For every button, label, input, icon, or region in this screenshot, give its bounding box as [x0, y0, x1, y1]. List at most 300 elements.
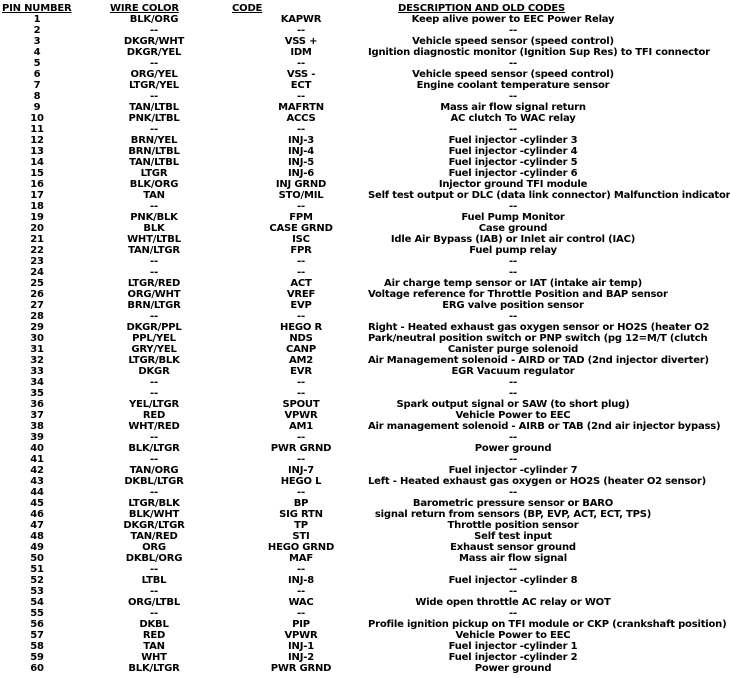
table-row	[0, 124, 658, 135]
wire-color-cell: --	[150, 432, 158, 443]
code-cell: PWR GRND	[270, 663, 332, 674]
description-cell: Fuel injector -cylinder 1	[448, 641, 578, 652]
code-cell: INJ-1	[288, 641, 314, 652]
description-cell: Vehicle speed sensor (speed control)	[412, 36, 614, 47]
description-cell: Exhaust sensor ground	[450, 542, 576, 553]
description-cell: Injector ground TFI module	[438, 179, 588, 190]
description-cell: Mass air flow signal	[459, 553, 567, 564]
wire-color-cell: LTGR	[140, 168, 168, 179]
description-cell: --	[509, 201, 517, 212]
wire-color-cell: LTGR/YEL	[129, 80, 179, 91]
table-row	[0, 454, 658, 465]
table-row	[0, 157, 658, 168]
code-cell: --	[297, 91, 305, 102]
pin-number-cell: 21	[30, 234, 44, 245]
pin-number-cell: 2	[33, 25, 41, 36]
wire-color-cell: TAN/LTBL	[129, 157, 179, 168]
wire-color-cell: TAN	[143, 641, 165, 652]
wire-color-cell: --	[150, 311, 158, 322]
wire-color-cell: BLK/ORG	[129, 14, 179, 25]
table-row	[0, 410, 658, 421]
pin-number-cell: 6	[33, 69, 41, 80]
description-cell: Self test output or DLC (data link connector) Malfunction indicator	[368, 190, 730, 201]
table-row	[0, 366, 658, 377]
table-row	[0, 47, 710, 58]
table-row	[0, 498, 658, 509]
pin-number-cell: 33	[30, 366, 44, 377]
pin-number-cell: 58	[30, 641, 44, 652]
table-row	[0, 575, 658, 586]
table-row	[0, 377, 658, 388]
description-cell: Power ground	[474, 663, 552, 674]
pinout-table-body	[0, 14, 730, 674]
wire-color-cell: --	[150, 487, 158, 498]
pin-number-cell: 36	[30, 399, 44, 410]
code-cell: ECT	[290, 80, 312, 91]
wire-color-cell: ORG/YEL	[130, 69, 178, 80]
description-cell: Park/neutral position switch or PNP switch (pg 12=M/T (clutch	[368, 333, 708, 344]
description-cell: Barometric pressure sensor or BARO	[412, 498, 614, 509]
wire-color-cell: --	[150, 201, 158, 212]
code-cell: --	[297, 256, 305, 267]
wire-color-cell: PNK/BLK	[130, 212, 178, 223]
wire-color-cell: DKBL	[139, 619, 169, 630]
table-row	[0, 443, 658, 454]
pin-number-cell: 53	[30, 586, 44, 597]
table-row	[0, 597, 658, 608]
description-cell: Air charge temp sensor or IAT (intake air temp)	[384, 278, 642, 289]
code-cell: --	[297, 201, 305, 212]
wire-color-cell: --	[150, 256, 158, 267]
wire-color-cell: BLK/LTGR	[128, 663, 180, 674]
table-row	[0, 223, 658, 234]
pin-number-cell: 57	[30, 630, 44, 641]
code-cell: --	[297, 564, 305, 575]
wire-color-cell: PPL/YEL	[132, 333, 176, 344]
wire-color-cell: TAN/LTBL	[129, 102, 179, 113]
pin-number-cell: 55	[30, 608, 44, 619]
pin-number-cell: 39	[30, 432, 44, 443]
wire-color-cell: LTGR/RED	[127, 278, 181, 289]
description-cell: --	[509, 91, 517, 102]
description-cell: Vehicle speed sensor (speed control)	[412, 69, 614, 80]
code-cell: AM2	[288, 355, 314, 366]
description-cell: Air Management solenoid - AIRD or TAD (2nd injector diverter)	[368, 355, 709, 366]
description-cell: --	[509, 432, 517, 443]
pin-number-cell: 40	[30, 443, 44, 454]
pin-number-cell: 43	[30, 476, 44, 487]
code-cell: VPWR	[284, 630, 318, 641]
table-row	[0, 652, 658, 663]
pin-number-cell: 9	[33, 102, 41, 113]
description-cell: Fuel injector -cylinder 5	[448, 157, 578, 168]
pin-number-cell: 32	[30, 355, 44, 366]
code-cell: HEGO R	[280, 322, 322, 333]
description-cell: ERG valve position sensor	[442, 300, 584, 311]
description-cell: --	[509, 311, 517, 322]
pin-number-cell: 34	[30, 377, 44, 388]
description-cell: --	[509, 58, 517, 69]
pin-number-cell: 23	[30, 256, 44, 267]
code-cell: SPOUT	[282, 399, 320, 410]
code-cell: INJ-4	[288, 146, 314, 157]
code-cell: KAPWR	[280, 14, 322, 25]
description-cell: Fuel injector -cylinder 3	[448, 135, 578, 146]
pin-number-cell: 59	[30, 652, 44, 663]
description-cell: Engine coolant temperature sensor	[416, 80, 610, 91]
description-cell: signal return from sensors (BP, EVP, ACT, ECT, TPS)	[374, 509, 652, 520]
pin-number-cell: 29	[30, 322, 44, 333]
table-row	[0, 245, 658, 256]
header-pin-number: PIN NUMBER	[2, 3, 72, 14]
wire-color-cell: TAN/ORG	[129, 465, 179, 476]
table-row	[0, 608, 658, 619]
description-cell: --	[509, 124, 517, 135]
wire-color-cell: TAN	[143, 190, 165, 201]
code-cell: ACCS	[286, 113, 316, 124]
pin-number-cell: 12	[30, 135, 44, 146]
code-cell: HEGO L	[280, 476, 322, 487]
table-row	[0, 399, 658, 410]
code-cell: --	[297, 124, 305, 135]
code-cell: INJ-8	[288, 575, 314, 586]
pin-number-cell: 7	[33, 80, 41, 91]
code-cell: MAF	[289, 553, 313, 564]
code-cell: --	[297, 267, 305, 278]
table-row	[0, 641, 658, 652]
code-cell: INJ-2	[288, 652, 314, 663]
pin-number-cell: 25	[30, 278, 44, 289]
description-cell: --	[509, 388, 517, 399]
code-cell: --	[297, 608, 305, 619]
pin-number-cell: 28	[30, 311, 44, 322]
description-cell: Profile ignition pickup on TFI module or CKP (crankshaft position)	[368, 619, 727, 630]
wire-color-cell: --	[150, 58, 158, 69]
table-row	[0, 509, 658, 520]
table-row	[0, 300, 658, 311]
pin-number-cell: 22	[30, 245, 44, 256]
table-row	[0, 102, 658, 113]
wire-color-cell: LTGR/BLK	[128, 498, 180, 509]
wire-color-cell: --	[150, 91, 158, 102]
code-cell: --	[297, 586, 305, 597]
table-row	[0, 619, 727, 630]
code-cell: TP	[294, 520, 308, 531]
wire-color-cell: ORG	[142, 542, 166, 553]
wire-color-cell: --	[150, 377, 158, 388]
table-row	[0, 278, 658, 289]
description-cell: Voltage reference for Throttle Position and BAP sensor	[368, 289, 668, 300]
pin-number-cell: 60	[30, 663, 44, 674]
table-row	[0, 553, 658, 564]
description-cell: Fuel injector -cylinder 2	[448, 652, 578, 663]
table-row	[0, 333, 708, 344]
description-cell: Air management solenoid - AIRB or TAB (2nd air injector bypass)	[368, 421, 721, 432]
table-row	[0, 663, 658, 674]
code-cell: EVP	[290, 300, 312, 311]
description-cell: Canister purge solenoid	[447, 344, 579, 355]
pin-number-cell: 3	[33, 36, 41, 47]
description-cell: Power ground	[474, 443, 552, 454]
wire-color-cell: DKBL/ORG	[125, 553, 183, 564]
wire-color-cell: YEL/LTGR	[129, 399, 179, 410]
table-row	[0, 586, 658, 597]
pin-number-cell: 42	[30, 465, 44, 476]
table-row	[0, 256, 658, 267]
pin-number-cell: 11	[30, 124, 44, 135]
code-cell: WAC	[288, 597, 314, 608]
table-row	[0, 421, 721, 432]
pin-number-cell: 18	[30, 201, 44, 212]
pin-number-cell: 20	[30, 223, 44, 234]
wire-color-cell: DKGR/LTGR	[123, 520, 185, 531]
code-cell: --	[297, 388, 305, 399]
code-cell: EVR	[290, 366, 312, 377]
pin-number-cell: 26	[30, 289, 44, 300]
wire-color-cell: --	[150, 25, 158, 36]
code-cell: STO/MIL	[278, 190, 324, 201]
code-cell: HEGO GRND	[267, 542, 335, 553]
code-cell: --	[297, 487, 305, 498]
description-cell: --	[509, 608, 517, 619]
table-row	[0, 344, 658, 355]
table-row	[0, 80, 658, 91]
description-cell: Fuel injector -cylinder 4	[448, 146, 578, 157]
pin-number-cell: 46	[30, 509, 44, 520]
code-cell: CASE GRND	[269, 223, 333, 234]
table-row	[0, 179, 658, 190]
pin-number-cell: 15	[30, 168, 44, 179]
description-cell: Fuel injector -cylinder 8	[448, 575, 578, 586]
description-cell: --	[509, 25, 517, 36]
description-cell: Left - Heated exhaust gas oxygen or HO2S (heater O2 sensor)	[368, 476, 706, 487]
code-cell: NDS	[289, 333, 313, 344]
wire-color-cell: ORG/LTBL	[128, 597, 180, 608]
code-cell: INJ-7	[288, 465, 314, 476]
pin-number-cell: 8	[33, 91, 41, 102]
code-cell: SIG RTN	[279, 509, 323, 520]
wire-color-cell: DKBL/LTGR	[124, 476, 184, 487]
wire-color-cell: --	[150, 608, 158, 619]
code-cell: VREF	[286, 289, 316, 300]
pin-number-cell: 31	[30, 344, 44, 355]
description-cell: Vehicle Power to EEC	[455, 410, 571, 421]
description-cell: --	[509, 454, 517, 465]
pin-number-cell: 47	[30, 520, 44, 531]
table-row	[0, 212, 658, 223]
wire-color-cell: BLK	[143, 223, 165, 234]
table-row	[0, 520, 658, 531]
pin-number-cell: 51	[30, 564, 44, 575]
table-row	[0, 91, 658, 102]
code-cell: MAFRTN	[278, 102, 324, 113]
pin-number-cell: 35	[30, 388, 44, 399]
code-cell: FPR	[290, 245, 312, 256]
wire-color-cell: --	[150, 267, 158, 278]
pin-number-cell: 38	[30, 421, 44, 432]
table-row	[0, 322, 710, 333]
description-cell: Keep alive power to EEC Power Relay	[411, 14, 615, 25]
table-row	[0, 311, 658, 322]
code-cell: INJ-3	[288, 135, 314, 146]
table-row	[0, 564, 658, 575]
description-cell: Throttle position sensor	[447, 520, 579, 531]
wire-color-cell: LTGR/BLK	[128, 355, 180, 366]
wire-color-cell: BLK/WHT	[128, 509, 180, 520]
description-cell: Self test input	[474, 531, 552, 542]
description-cell: --	[509, 564, 517, 575]
header-description: DESCRIPTION AND OLD CODES	[398, 3, 566, 14]
wire-color-cell: BRN/LTGR	[127, 300, 181, 311]
table-row	[0, 14, 658, 25]
description-cell: Fuel pump relay	[469, 245, 557, 256]
wire-color-cell: BRN/YEL	[130, 135, 178, 146]
description-cell: --	[509, 487, 517, 498]
pin-number-cell: 48	[30, 531, 44, 542]
wire-color-cell: WHT	[141, 652, 167, 663]
wire-color-cell: --	[150, 124, 158, 135]
pin-number-cell: 44	[30, 487, 44, 498]
code-cell: --	[297, 311, 305, 322]
table-row	[0, 289, 668, 300]
code-cell: BP	[293, 498, 309, 509]
pin-number-cell: 19	[30, 212, 44, 223]
pin-number-cell: 1	[33, 14, 41, 25]
pin-number-cell: 30	[30, 333, 44, 344]
description-cell: --	[509, 586, 517, 597]
pin-number-cell: 45	[30, 498, 44, 509]
table-row	[0, 355, 709, 366]
wire-color-cell: TAN/LTGR	[128, 245, 180, 256]
wire-color-cell: DKGR	[138, 366, 170, 377]
pin-number-cell: 37	[30, 410, 44, 421]
code-cell: --	[297, 432, 305, 443]
wire-color-cell: LTBL	[141, 575, 167, 586]
wire-color-cell: WHT/RED	[128, 421, 180, 432]
code-cell: --	[297, 454, 305, 465]
table-row	[0, 168, 658, 179]
table-row	[0, 58, 658, 69]
table-row	[0, 234, 658, 245]
pin-number-cell: 4	[33, 47, 41, 58]
code-cell: CANP	[286, 344, 316, 355]
wire-color-cell: --	[150, 454, 158, 465]
table-row	[0, 487, 658, 498]
pin-number-cell: 49	[30, 542, 44, 553]
description-cell: EGR Vacuum regulator	[451, 366, 575, 377]
wire-color-cell: ORG/WHT	[127, 289, 181, 300]
wire-color-cell: DKGR/WHT	[123, 36, 185, 47]
table-row	[0, 267, 658, 278]
wire-color-cell: RED	[142, 630, 166, 641]
wire-color-cell: TAN/RED	[130, 531, 178, 542]
code-cell: PWR GRND	[270, 443, 332, 454]
code-cell: FPM	[289, 212, 313, 223]
wire-color-cell: PNK/LTBL	[128, 113, 180, 124]
table-row	[0, 630, 658, 641]
pin-number-cell: 5	[33, 58, 41, 69]
pin-number-cell: 14	[30, 157, 44, 168]
pin-number-cell: 24	[30, 267, 44, 278]
wire-color-cell: DKGR/YEL	[126, 47, 182, 58]
description-cell: Case ground	[478, 223, 548, 234]
code-cell: STI	[292, 531, 310, 542]
description-cell: Spark output signal or SAW (to short plug)	[396, 399, 630, 410]
code-cell: INJ-6	[288, 168, 314, 179]
code-cell: VPWR	[284, 410, 318, 421]
pin-number-cell: 17	[30, 190, 44, 201]
wire-color-cell: DKGR/PPL	[126, 322, 182, 333]
table-row	[0, 113, 658, 124]
header-code: CODE	[232, 3, 263, 14]
description-cell: Fuel injector -cylinder 7	[448, 465, 578, 476]
pin-number-cell: 13	[30, 146, 44, 157]
table-row	[0, 146, 658, 157]
wire-color-cell: --	[150, 564, 158, 575]
code-cell: VSS -	[286, 69, 316, 80]
pin-number-cell: 10	[30, 113, 44, 124]
description-cell: Vehicle Power to EEC	[455, 630, 571, 641]
code-cell: IDM	[290, 47, 312, 58]
code-cell: INJ GRND	[275, 179, 327, 190]
wire-color-cell: BRN/LTBL	[128, 146, 180, 157]
pin-number-cell: 16	[30, 179, 44, 190]
description-cell: Idle Air Bypass (IAB) or Inlet air control (IAC)	[390, 234, 636, 245]
table-row	[0, 201, 658, 212]
wire-color-cell: BLK/LTGR	[128, 443, 180, 454]
description-cell: Right - Heated exhaust gas oxygen sensor or HO2S (heater O2	[368, 322, 710, 333]
table-row	[0, 476, 706, 487]
description-cell: Wide open throttle AC relay or WOT	[415, 597, 611, 608]
table-row	[0, 36, 658, 47]
table-row	[0, 531, 658, 542]
wire-color-cell: RED	[142, 410, 166, 421]
description-cell: Ignition diagnostic monitor (Ignition Sup Res) to TFI connector	[368, 47, 710, 58]
wire-color-cell: WHT/LTBL	[127, 234, 181, 245]
description-cell: AC clutch To WAC relay	[450, 113, 576, 124]
code-cell: --	[297, 25, 305, 36]
table-row	[0, 432, 658, 443]
code-cell: PIP	[292, 619, 310, 630]
pin-number-cell: 41	[30, 454, 44, 465]
code-cell: ACT	[290, 278, 312, 289]
pin-number-cell: 27	[30, 300, 44, 311]
description-cell: Mass air flow signal return	[440, 102, 586, 113]
table-row	[0, 135, 658, 146]
wire-color-cell: --	[150, 388, 158, 399]
table-row	[0, 25, 658, 36]
table-row	[0, 69, 658, 80]
table-row	[0, 465, 658, 476]
description-cell: Fuel Pump Monitor	[461, 212, 565, 223]
table-row	[0, 190, 730, 201]
description-cell: --	[509, 267, 517, 278]
code-cell: --	[297, 58, 305, 69]
table-row	[0, 542, 658, 553]
header-wire-color: WIRE COLOR	[110, 3, 179, 14]
code-cell: ISC	[292, 234, 310, 245]
wire-color-cell: BLK/ORG	[129, 179, 179, 190]
table-row	[0, 388, 658, 399]
description-cell: --	[509, 377, 517, 388]
pin-number-cell: 50	[30, 553, 44, 564]
code-cell: AM1	[288, 421, 314, 432]
pin-number-cell: 52	[30, 575, 44, 586]
code-cell: INJ-5	[288, 157, 314, 168]
wire-color-cell: --	[150, 586, 158, 597]
wire-color-cell: GRY/YEL	[131, 344, 177, 355]
code-cell: VSS +	[284, 36, 318, 47]
